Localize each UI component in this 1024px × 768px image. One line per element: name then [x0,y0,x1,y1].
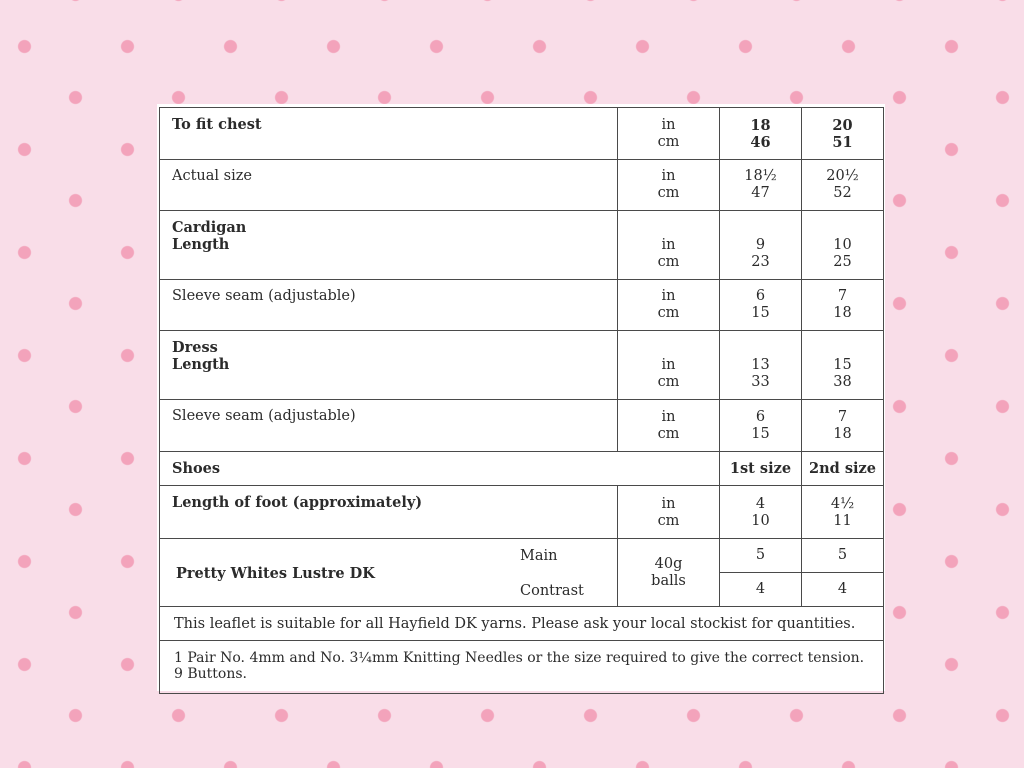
size1-main: 5 [720,539,802,573]
unit-cell: in cm [618,486,720,539]
size2-cell: 7 18 [802,280,884,331]
size2-contrast: 4 [802,573,884,607]
unit-cell: in cm [618,211,720,280]
note-row [160,641,884,694]
yarn-row-main [160,539,884,573]
row-label: Sleeve seam (adjustable) [160,280,618,331]
size2-cell: 15 38 [802,331,884,400]
size1-cell: 4 10 [720,486,802,539]
unit-cell: in cm [618,108,720,160]
size2-cell: 7 18 [802,400,884,452]
size1-header: 1st size [720,452,802,486]
size1-cell: 6 15 [720,280,802,331]
needles-text: 1 Pair No. 4mm and No. 3¼mm Knitting Needles or the size required to give the correct tension. [174,650,865,666]
yarn-unit-cell: 40g balls [618,539,720,607]
unit-cell: in cm [618,280,720,331]
yarn-wrap [160,539,617,606]
table-row [160,160,884,211]
pattern-sheet [157,104,885,691]
size1-cell: 9 23 [720,211,802,280]
row-label: Actual size [160,160,618,211]
note-row [160,607,884,641]
size1-contrast: 4 [720,573,802,607]
needles-note [160,641,884,694]
row-label: To fit chest [160,108,618,160]
unit-cell: in cm [618,160,720,211]
section-title: Dress [172,339,218,356]
row-label: Sleeve seam (adjustable) [160,400,618,452]
table-row [160,280,884,331]
table-row [160,108,884,160]
table-row [160,331,884,400]
size1-cell: 18 46 [720,108,802,160]
yarn-name: Pretty Whites Lustre DK [176,565,375,582]
buttons-text: 9 Buttons. [174,666,247,682]
size2-cell: 10 25 [802,211,884,280]
table-row [160,400,884,452]
size1-cell: 6 15 [720,400,802,452]
row-label: Length of foot (approximately) [160,486,618,539]
table-row [160,211,884,280]
size2-header: 2nd size [802,452,884,486]
row-label: Cardigan Length [160,211,618,280]
size1-cell: 13 33 [720,331,802,400]
size2-cell: 4½ 11 [802,486,884,539]
unit-cell: in cm [618,331,720,400]
table-row [160,486,884,539]
section-title: Cardigan [172,219,247,236]
yarn-cell [160,539,618,607]
suitability-note: This leaflet is suitable for all Hayfield DK yarns. Please ask your local stockist for quantities. [160,607,884,641]
unit-cell: in cm [618,400,720,452]
size1-cell: 18½ 47 [720,160,802,211]
row-label: Dress Length [160,331,618,400]
yarn-main-label: Main [520,548,558,564]
yarn-contrast-label: Contrast [520,583,584,599]
shoes-label: Shoes [160,452,720,486]
size-table [159,107,884,694]
size2-main: 5 [802,539,884,573]
size2-cell: 20 51 [802,108,884,160]
size2-cell: 20½ 52 [802,160,884,211]
shoes-header-row [160,452,884,486]
